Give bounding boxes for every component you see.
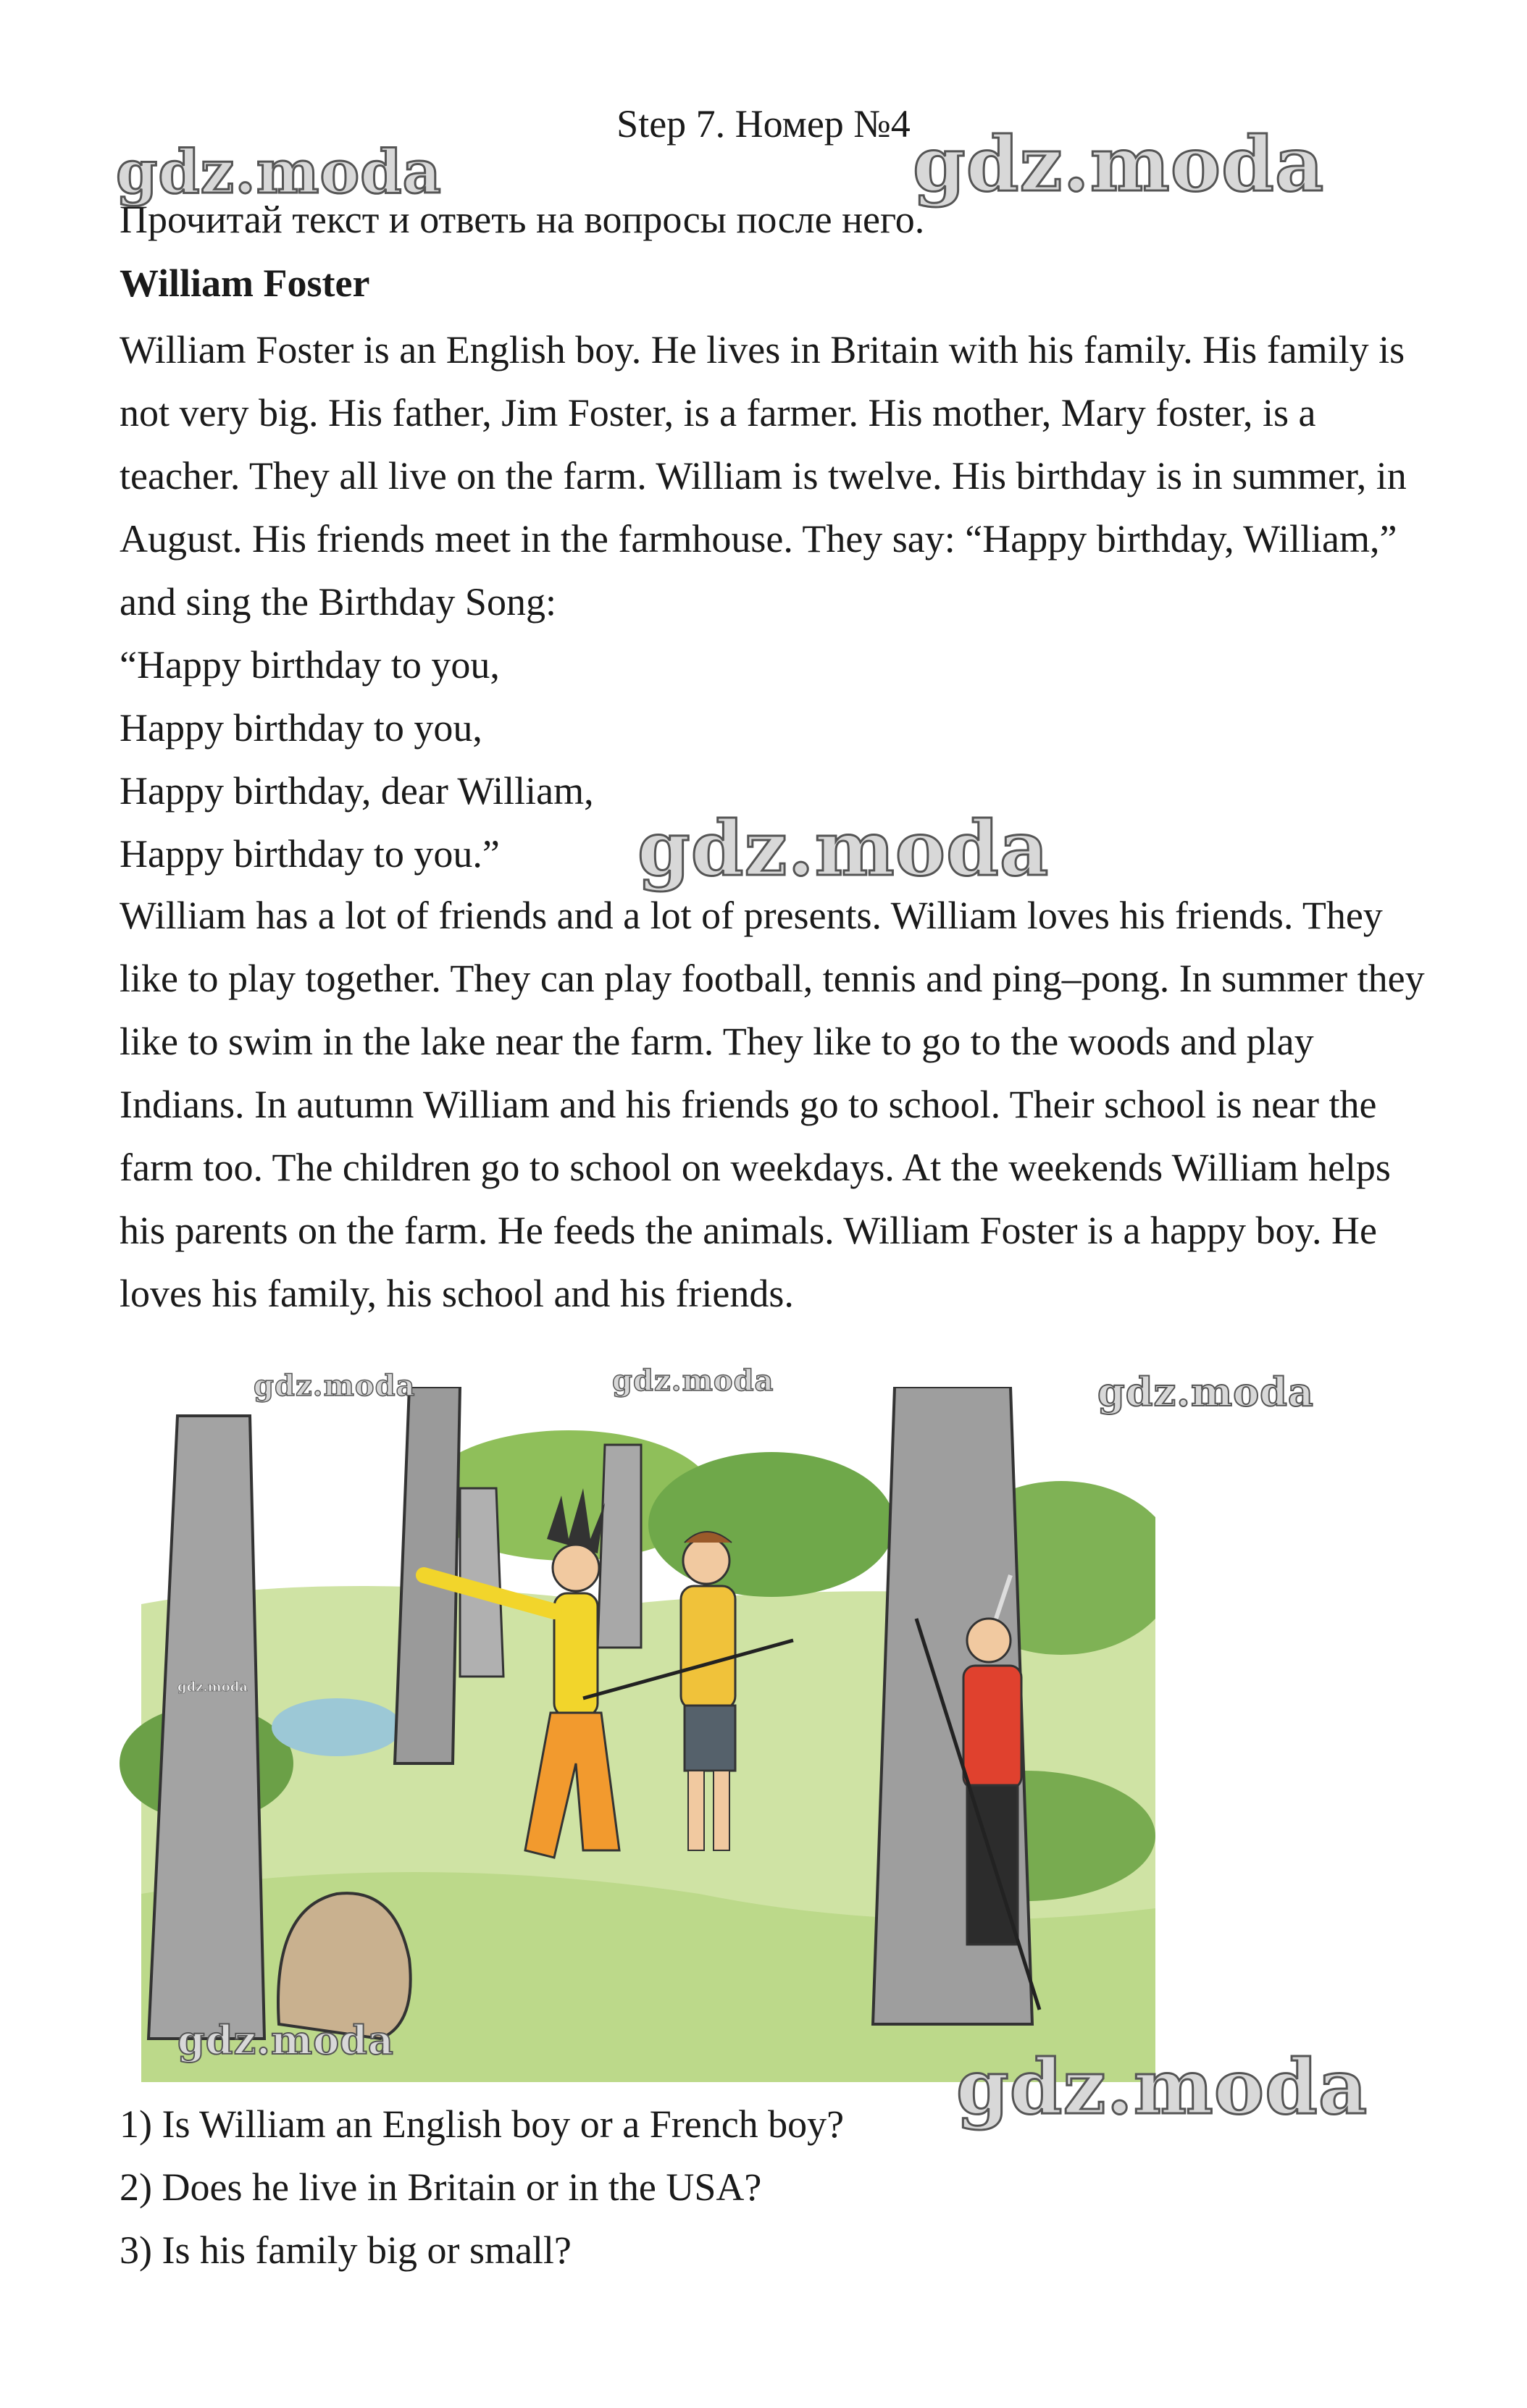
watermark: gdz.moda [1097,1369,1314,1415]
watermark: gdz.moda [913,119,1325,209]
question-item: 3) Is his family big or small? [120,2228,572,2272]
instruction-text: Прочитай текст и ответь на вопросы после него. [120,198,925,241]
song-line: “Happy birthday to you, [120,643,500,687]
forest-scene-drawing [120,1387,1155,2082]
story-paragraph-2: William has a lot of friends and a lot of presents. William loves his friends. They like to play together. They can play football, tennis and ping–pong. In summer they like to swim in the lake near the farm. They like to go to the woods and play Indians. In autumn William and his friends go to school. Their school is near the farm too. The children go to school on weekdays. At the weekends William helps his parents on the farm. He feeds the animals. William Foster is a happy boy. He loves his family, his school and his friends. [120,894,1425,1315]
question-item: 1) Is William an English boy or a French boy? [120,2102,845,2146]
foliage [648,1452,895,1597]
song-line: Happy birthday to you.” [120,832,500,876]
watermark: gdz.moda [177,2017,394,2063]
tree-trunk [598,1445,641,1648]
song-line: Happy birthday, dear William, [120,769,594,813]
watermark: gdz.moda [116,138,442,207]
watermark: gdz.moda [637,804,1050,893]
watermark: gdz.moda [956,2042,1368,2131]
svg-text:gdz.moda: gdz.moda [177,1679,248,1695]
question-item: 2) Does he live in Britain or in the USA? [120,2165,762,2209]
forest-illustration [120,1387,1155,2082]
questions-list [120,2093,844,2282]
watermark: gdz.moda [612,1364,774,1398]
pond [272,1698,402,1756]
page-header: Step 7. Номер №4 [616,102,911,146]
watermark: gdz.moda [254,1369,416,1403]
story-paragraph-1: William Foster is an English boy. He lives in Britain with his family. His family is not very big. His father, Jim Foster, is a farmer. His mother, Mary foster, is a teacher. They all live on the farm. William is twelve. His birthday is in summer, in August. His friends meet in the farmhouse. They say: “Happy birthday, William,” and sing the Birthday Song: [120,328,1407,624]
story-title: William Foster [120,261,370,305]
song-line: Happy birthday to you, [120,706,482,750]
